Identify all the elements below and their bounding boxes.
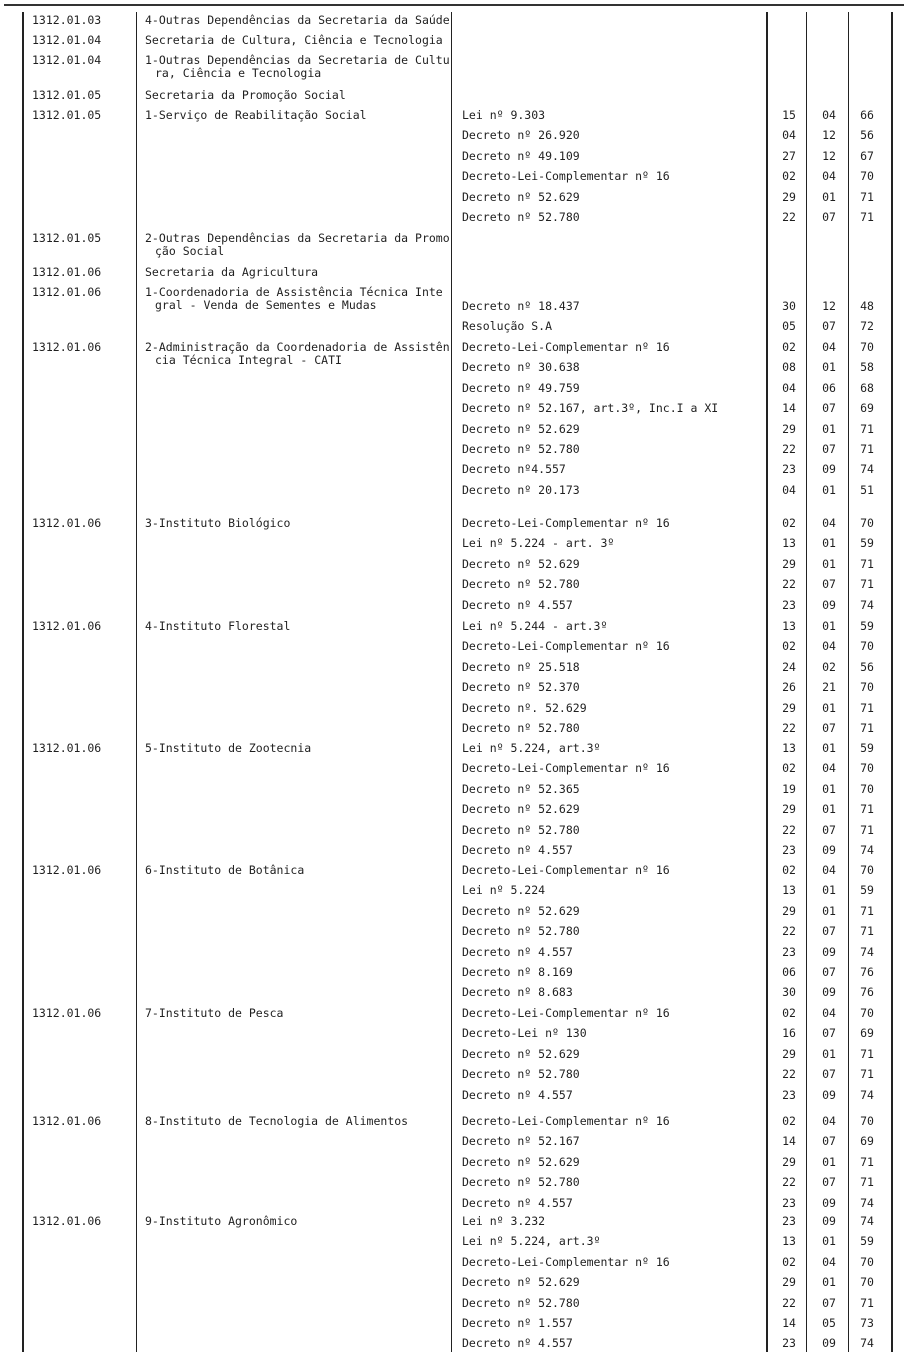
norm-reference: Lei nº 5.224, art.3º	[462, 741, 601, 755]
unit-name	[145, 14, 450, 27]
norm-day: 04	[782, 128, 796, 143]
norm-month: 09	[822, 1195, 836, 1210]
norm-day: 29	[782, 903, 796, 918]
norm-year: 74	[860, 1214, 874, 1228]
unit-name-line: gral - Venda de Sementes e Mudas	[155, 298, 377, 312]
norm-reference: Decreto-Lei-Complementar nº 16	[462, 863, 670, 877]
norm-month: 07	[822, 1295, 836, 1310]
norm-year: 71	[860, 1175, 874, 1190]
norm-year: 70	[860, 1114, 874, 1128]
unit-code: 1312.01.06	[32, 741, 102, 755]
norm-month: 02	[822, 659, 836, 674]
norm-reference: Decreto nº 49.759	[462, 380, 580, 395]
norm-day: 02	[782, 516, 796, 530]
unit-name	[145, 620, 290, 633]
norm-month: 09	[822, 597, 836, 612]
norm-reference: Decreto nº 26.920	[462, 128, 580, 143]
norm-month: 12	[822, 299, 836, 313]
norm-year: 71	[860, 822, 874, 837]
norm-year: 71	[860, 556, 874, 571]
norm-month: 07	[822, 1134, 836, 1149]
norm-day: 23	[782, 1336, 796, 1351]
norm-year: 70	[860, 1275, 874, 1290]
norm-day: 29	[782, 189, 796, 204]
norm-month: 01	[822, 741, 836, 755]
norm-year: 67	[860, 148, 874, 163]
norm-reference: Decreto nº 52.629	[462, 1154, 580, 1169]
unit-name-line: 1-Outras Dependências da Secretaria de Cultu	[145, 53, 450, 67]
norm-year: 74	[860, 1195, 874, 1210]
norm-year: 73	[860, 1316, 874, 1330]
norm-year: 74	[860, 1336, 874, 1351]
norm-day: 02	[782, 1006, 796, 1020]
norm-year: 71	[860, 577, 874, 592]
unit-name	[145, 1007, 283, 1020]
norm-year: 71	[860, 721, 874, 735]
norm-reference: Decreto nº 4.557	[462, 597, 573, 612]
norm-day: 29	[782, 1154, 796, 1169]
norm-reference: Decreto nº 52.629	[462, 189, 580, 204]
norm-month: 01	[822, 360, 836, 375]
column-divider-month	[848, 12, 849, 1352]
unit-name-line: 9-Instituto Agronômico	[145, 1214, 298, 1228]
norm-reference: Decreto nº 4.557	[462, 1195, 573, 1210]
norm-year: 59	[860, 1234, 874, 1249]
norm-month: 01	[822, 482, 836, 497]
unit-code: 1312.01.06	[32, 340, 102, 354]
norm-reference: Decreto nº 52.167, art.3º, Inc.I a XI	[462, 401, 719, 416]
norm-day: 29	[782, 700, 796, 715]
norm-month: 07	[822, 319, 836, 334]
norm-month: 01	[822, 883, 836, 898]
norm-month: 09	[822, 944, 836, 959]
norm-reference: Decreto nº 8.169	[462, 965, 573, 979]
norm-month: 12	[822, 128, 836, 143]
norm-year: 69	[860, 401, 874, 416]
unit-name	[145, 742, 311, 755]
norm-day: 19	[782, 781, 796, 796]
norm-month: 07	[822, 210, 836, 224]
norm-year: 70	[860, 781, 874, 796]
norm-day: 29	[782, 556, 796, 571]
norm-day: 22	[782, 1175, 796, 1190]
norm-reference: Decreto nº 52.629	[462, 421, 580, 436]
norm-day: 16	[782, 1026, 796, 1041]
norm-year: 59	[860, 619, 874, 633]
unit-code: 1312.01.05	[32, 108, 102, 122]
table-border-right	[891, 12, 893, 1352]
norm-year: 74	[860, 843, 874, 857]
norm-day: 26	[782, 680, 796, 695]
norm-year: 76	[860, 985, 874, 1000]
norm-day: 23	[782, 843, 796, 857]
norm-day: 14	[782, 1316, 796, 1330]
norm-day: 13	[782, 741, 796, 755]
norm-day: 08	[782, 360, 796, 375]
norm-year: 51	[860, 482, 874, 497]
norm-year: 68	[860, 380, 874, 395]
norm-month: 04	[822, 1114, 836, 1128]
norm-day: 22	[782, 577, 796, 592]
norm-reference: Decreto nº 52.780	[462, 924, 580, 939]
norm-day: 24	[782, 659, 796, 674]
unit-code: 1312.01.06	[32, 516, 102, 530]
norm-day: 22	[782, 210, 796, 224]
norm-reference: Decreto-Lei-Complementar nº 16	[462, 340, 670, 354]
norm-year: 71	[860, 1295, 874, 1310]
top-rule	[4, 4, 904, 6]
norm-reference: Decreto nº 52.780	[462, 442, 580, 456]
norm-month: 01	[822, 1275, 836, 1290]
norm-day: 23	[782, 462, 796, 477]
norm-year: 70	[860, 1254, 874, 1269]
norm-year: 70	[860, 680, 874, 695]
norm-month: 04	[822, 1254, 836, 1269]
unit-name	[145, 89, 346, 102]
norm-reference: Decreto-Lei-Complementar nº 16	[462, 761, 670, 776]
unit-code: 1312.01.04	[32, 53, 102, 67]
norm-reference: Decreto-Lei-Complementar nº 16	[462, 1114, 670, 1128]
norm-day: 14	[782, 401, 796, 416]
norm-reference: Lei nº 5.224, art.3º	[462, 1234, 601, 1249]
unit-name-line: 1-Serviço de Reabilitação Social	[145, 108, 367, 122]
unit-name-line: 1-Coordenadoria de Assistência Técnica Inte	[145, 285, 443, 299]
norm-reference: Decreto nº 52.780	[462, 1295, 580, 1310]
norm-month: 01	[822, 1046, 836, 1061]
unit-name	[145, 1115, 408, 1128]
norm-reference: Decreto nº 49.109	[462, 148, 580, 163]
norm-month: 07	[822, 965, 836, 979]
norm-year: 70	[860, 761, 874, 776]
norm-reference: Decreto nº. 52.629	[462, 700, 587, 715]
norm-month: 07	[822, 1026, 836, 1041]
norm-reference: Lei nº 9.303	[462, 108, 546, 122]
norm-day: 14	[782, 1134, 796, 1149]
norm-year: 72	[860, 319, 874, 334]
unit-name-line: cia Técnica Integral - CATI	[155, 353, 342, 367]
unit-code: 1312.01.04	[32, 33, 102, 47]
unit-code: 1312.01.06	[32, 619, 102, 633]
unit-code: 1312.01.06	[32, 1006, 102, 1020]
norm-year: 59	[860, 536, 874, 551]
column-divider-description	[451, 12, 452, 1352]
unit-name-line: Secretaria da Promoção Social	[145, 88, 346, 102]
norm-month: 07	[822, 1175, 836, 1190]
norm-reference: Decreto nº 25.518	[462, 659, 580, 674]
norm-month: 07	[822, 822, 836, 837]
unit-name	[145, 1215, 297, 1228]
norm-day: 22	[782, 822, 796, 837]
norm-day: 29	[782, 1046, 796, 1061]
norm-month: 01	[822, 1234, 836, 1249]
norm-reference: Decreto nº 52.629	[462, 903, 580, 918]
unit-name	[145, 517, 290, 530]
norm-day: 23	[782, 597, 796, 612]
norm-year: 70	[860, 169, 874, 184]
norm-reference: Lei nº 5.224 - art. 3º	[462, 536, 615, 551]
norm-year: 56	[860, 128, 874, 143]
norm-reference: Decreto nº 52.629	[462, 1046, 580, 1061]
unit-name-line: 2-Outras Dependências da Secretaria da Promo	[145, 231, 450, 245]
norm-month: 04	[822, 761, 836, 776]
table-border-left	[22, 12, 24, 1352]
norm-day: 02	[782, 340, 796, 354]
unit-name-line: 7-Instituto de Pesca	[145, 1006, 284, 1020]
norm-reference: Decreto nº 52.780	[462, 822, 580, 837]
norm-month: 04	[822, 516, 836, 530]
unit-code: 1312.01.06	[32, 285, 102, 299]
unit-name-line: 8-Instituto de Tecnologia de Alimentos	[145, 1114, 409, 1128]
norm-year: 70	[860, 863, 874, 877]
norm-reference: Decreto nº 4.557	[462, 1336, 573, 1351]
norm-month: 01	[822, 903, 836, 918]
norm-year: 76	[860, 965, 874, 979]
norm-day: 23	[782, 1087, 796, 1102]
norm-month: 01	[822, 189, 836, 204]
norm-reference: Decreto nº 52.780	[462, 577, 580, 592]
norm-year: 71	[860, 1067, 874, 1082]
norm-day: 15	[782, 108, 796, 122]
norm-reference: Decreto-Lei-Complementar nº 16	[462, 516, 670, 530]
norm-day: 22	[782, 1295, 796, 1310]
norm-year: 71	[860, 802, 874, 817]
norm-year: 70	[860, 340, 874, 354]
norm-reference: Decreto-Lei-Complementar nº 16	[462, 1006, 670, 1020]
norm-reference: Decreto-Lei-Complementar nº 16	[462, 1254, 670, 1269]
unit-code: 1312.01.05	[32, 88, 102, 102]
norm-day: 13	[782, 619, 796, 633]
norm-reference: Decreto nº 4.557	[462, 843, 573, 857]
column-divider-code	[136, 12, 137, 1352]
norm-month: 09	[822, 1214, 836, 1228]
unit-name-line: ra, Ciência e Tecnologia	[155, 66, 322, 80]
unit-name-line: 2-Administração da Coordenadoria de Assistên	[145, 340, 450, 354]
norm-month: 04	[822, 340, 836, 354]
norm-month: 12	[822, 148, 836, 163]
norm-reference: Decreto nº 1.557	[462, 1316, 573, 1330]
norm-year: 71	[860, 421, 874, 436]
norm-year: 74	[860, 597, 874, 612]
unit-code: 1312.01.06	[32, 1114, 102, 1128]
norm-reference: Decreto nº 30.638	[462, 360, 580, 375]
norm-day: 27	[782, 148, 796, 163]
column-divider-norm	[766, 12, 768, 1352]
norm-year: 59	[860, 741, 874, 755]
norm-day: 22	[782, 1067, 796, 1082]
norm-day: 29	[782, 802, 796, 817]
norm-day: 13	[782, 536, 796, 551]
norm-reference: Decreto nº 52.370	[462, 680, 580, 695]
norm-day: 05	[782, 319, 796, 334]
norm-day: 02	[782, 639, 796, 654]
norm-day: 23	[782, 1214, 796, 1228]
unit-code: 1312.01.03	[32, 13, 102, 27]
norm-month: 07	[822, 442, 836, 456]
norm-year: 59	[860, 883, 874, 898]
norm-month: 01	[822, 421, 836, 436]
norm-reference: Decreto nº 20.173	[462, 482, 580, 497]
norm-year: 58	[860, 360, 874, 375]
norm-month: 01	[822, 556, 836, 571]
unit-name	[145, 109, 367, 122]
norm-day: 22	[782, 442, 796, 456]
norm-month: 01	[822, 802, 836, 817]
unit-name	[145, 341, 450, 367]
norm-reference: Decreto-Lei-Complementar nº 16	[462, 639, 670, 654]
norm-reference: Decreto nº 8.683	[462, 985, 573, 1000]
norm-day: 02	[782, 1114, 796, 1128]
norm-month: 04	[822, 169, 836, 184]
norm-reference: Decreto nº 52.780	[462, 1067, 580, 1082]
norm-day: 22	[782, 721, 796, 735]
norm-reference: Resolução S.A	[462, 319, 553, 334]
unit-name	[145, 232, 450, 258]
norm-month: 09	[822, 1087, 836, 1102]
norm-reference: Decreto nº 52.167	[462, 1134, 580, 1149]
norm-day: 06	[782, 965, 796, 979]
norm-reference: Decreto-Lei nº 130	[462, 1026, 587, 1041]
norm-reference: Decreto-Lei-Complementar nº 16	[462, 169, 670, 184]
unit-name-line: Secretaria da Agricultura	[145, 265, 319, 279]
norm-month: 01	[822, 536, 836, 551]
unit-name-line: 6-Instituto de Botânica	[145, 863, 305, 877]
norm-day: 02	[782, 863, 796, 877]
norm-year: 71	[860, 1154, 874, 1169]
norm-day: 22	[782, 924, 796, 939]
norm-day: 04	[782, 482, 796, 497]
unit-name-line: 4-Outras Dependências da Secretaria da Saúde	[145, 13, 450, 27]
norm-month: 09	[822, 1336, 836, 1351]
norm-day: 23	[782, 944, 796, 959]
unit-name-line: 4-Instituto Florestal	[145, 619, 291, 633]
norm-year: 71	[860, 903, 874, 918]
unit-name-line: ção Social	[155, 244, 225, 258]
norm-month: 07	[822, 924, 836, 939]
norm-year: 74	[860, 462, 874, 477]
norm-day: 30	[782, 985, 796, 1000]
norm-reference: Lei nº 5.224	[462, 883, 546, 898]
unit-name-line: 5-Instituto de Zootecnia	[145, 741, 312, 755]
norm-month: 09	[822, 843, 836, 857]
norm-month: 01	[822, 1154, 836, 1169]
norm-year: 56	[860, 659, 874, 674]
unit-code: 1312.01.05	[32, 231, 102, 245]
unit-name	[145, 54, 450, 80]
norm-month: 04	[822, 1006, 836, 1020]
norm-month: 09	[822, 985, 836, 1000]
norm-reference: Decreto nº 4.557	[462, 944, 573, 959]
norm-month: 04	[822, 639, 836, 654]
norm-year: 48	[860, 299, 874, 313]
norm-year: 71	[860, 1046, 874, 1061]
norm-reference: Decreto nº 52.365	[462, 781, 580, 796]
norm-reference: Lei nº 5.244 - art.3º	[462, 619, 608, 633]
norm-month: 01	[822, 781, 836, 796]
norm-reference: Decreto nº 52.629	[462, 802, 580, 817]
norm-month: 07	[822, 721, 836, 735]
norm-reference: Decreto nº 52.629	[462, 1275, 580, 1290]
norm-reference: Decreto nº 4.557	[462, 1087, 573, 1102]
norm-day: 02	[782, 169, 796, 184]
norm-day: 23	[782, 1195, 796, 1210]
norm-month: 09	[822, 462, 836, 477]
norm-month: 04	[822, 863, 836, 877]
norm-day: 29	[782, 421, 796, 436]
norm-reference: Decreto nº 52.780	[462, 1175, 580, 1190]
norm-year: 71	[860, 924, 874, 939]
norm-month: 05	[822, 1316, 836, 1330]
norm-reference: Decreto nº 52.629	[462, 556, 580, 571]
unit-name	[145, 864, 304, 877]
norm-day: 04	[782, 380, 796, 395]
unit-name	[145, 286, 443, 312]
norm-day: 29	[782, 1275, 796, 1290]
norm-day: 02	[782, 1254, 796, 1269]
column-divider-day	[806, 12, 807, 1352]
norm-month: 01	[822, 619, 836, 633]
norm-day: 13	[782, 1234, 796, 1249]
norm-month: 07	[822, 401, 836, 416]
unit-code: 1312.01.06	[32, 265, 102, 279]
unit-name	[145, 266, 318, 279]
norm-month: 21	[822, 680, 836, 695]
unit-code: 1312.01.06	[32, 1214, 102, 1228]
norm-month: 01	[822, 700, 836, 715]
norm-day: 02	[782, 761, 796, 776]
norm-year: 69	[860, 1134, 874, 1149]
norm-day: 30	[782, 299, 796, 313]
norm-year: 71	[860, 189, 874, 204]
norm-year: 69	[860, 1026, 874, 1041]
unit-code: 1312.01.06	[32, 863, 102, 877]
norm-month: 06	[822, 380, 836, 395]
norm-year: 70	[860, 516, 874, 530]
norm-year: 74	[860, 1087, 874, 1102]
unit-name	[145, 34, 443, 47]
unit-name-line: Secretaria de Cultura, Ciência e Tecnologia	[145, 33, 443, 47]
norm-year: 74	[860, 944, 874, 959]
norm-year: 71	[860, 210, 874, 224]
norm-month: 07	[822, 577, 836, 592]
norm-reference: Lei nº 3.232	[462, 1214, 546, 1228]
norm-day: 13	[782, 883, 796, 898]
norm-month: 04	[822, 108, 836, 122]
norm-month: 07	[822, 1067, 836, 1082]
norm-reference: Decreto nº 52.780	[462, 210, 580, 224]
norm-year: 66	[860, 108, 874, 122]
norm-year: 70	[860, 639, 874, 654]
norm-reference: Decreto nº 18.437	[462, 299, 580, 313]
norm-reference: Decreto nº4.557	[462, 462, 566, 477]
unit-name-line: 3-Instituto Biológico	[145, 516, 291, 530]
norm-reference: Decreto nº 52.780	[462, 721, 580, 735]
norm-year: 71	[860, 442, 874, 456]
norm-year: 70	[860, 1006, 874, 1020]
norm-year: 71	[860, 700, 874, 715]
